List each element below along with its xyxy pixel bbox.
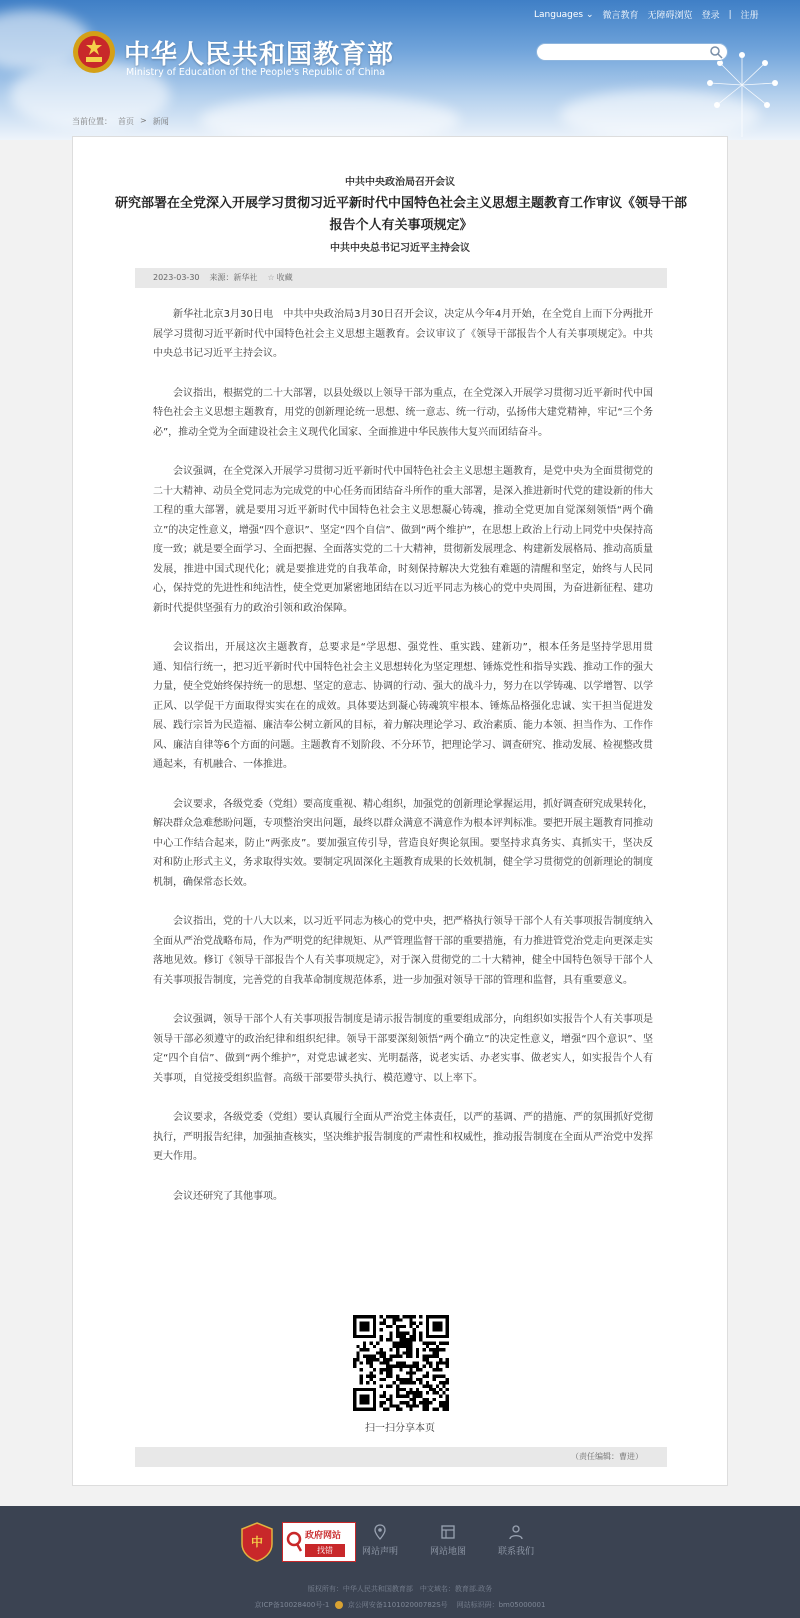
breadcrumb-label: 当前位置： bbox=[72, 117, 112, 126]
find-error-label: 找错 bbox=[305, 1544, 345, 1557]
breadcrumb-separator: > bbox=[140, 116, 147, 125]
article-paragraph: 会议要求，各级党委（党组）要高度重视、精心组织，加强党的创新理论掌握运用，抓好调查研究成果转化，解决群众急难愁盼问题，专项整治突出问题，最终以群众满意不满意作为根本评判标准。要把开展主题教育同推动中心工作结合起来，防止“两张皮”。要加强宣传引导，营造良好舆论氛围。要坚持求真务实、真抓实干，坚决反对和防止形式主义，务求取得实效。要制定巩固深化主题教育成果的长效机制，健全学习贯彻党的创新理论的制度机制，确保常态长效。 bbox=[153, 798, 653, 888]
magnifier-icon bbox=[286, 1531, 302, 1553]
article-source: 来源：新华社 bbox=[209, 273, 258, 282]
article-date: 2023-03-30 bbox=[153, 273, 200, 282]
login-link[interactable]: 登录 bbox=[701, 11, 720, 21]
article-paragraph: 会议要求，各级党委（党组）要认真履行全面从严治党主体责任，以严的基调、严的措施、严的氛围抓好党彻执行，严明报告纪律，加强抽查核实，坚决维护报告制度的严肃性和权威性，推动报告制度在全面从严治党中发挥更大作用。 bbox=[153, 1112, 653, 1162]
qr-caption: 扫一扫分享本页 bbox=[365, 1423, 435, 1434]
site-footer bbox=[0, 1506, 800, 1618]
star-icon: ☆ bbox=[267, 273, 275, 282]
user-icon bbox=[508, 1524, 524, 1540]
accessible-link[interactable]: 无障碍浏览 bbox=[647, 11, 693, 21]
site-code: 网站标识码：bm05000001 bbox=[456, 1601, 546, 1609]
search-input[interactable] bbox=[536, 43, 728, 61]
national-emblem-icon bbox=[72, 30, 116, 74]
article-meta bbox=[135, 268, 667, 288]
copyright-text: 版权所有：中华人民共和国教育部 中文域名：教育部.政务 bbox=[307, 1585, 493, 1593]
article-paragraph: 会议强调，在全党深入开展学习贯彻习近平新时代中国特色社会主义思想主题教育，是党中央为全面贯彻党的二十大精神、动员全党同志为完成党的中心任务而团结奋斗所作的重大部署，是深入推进新时代党的建设新的伟大工程的重大部署，就是要用习近平新时代中国特色社会主义思想凝心铸魂，推动全党更加自觉深刻领悟“两个确立”的决定性意义，增强“四个意识”、坚定“四个自信”、做到“两个维护”，在思想上政治上行动上同党中央保持高度一致；就是要全面学习、全面把握、全面落实党的二十大精神，贯彻新发展理念、构建新发展格局、推动高质量发展，推进中国式现代化；就是要推进党的自我革命，时刻保持解决大党独有难题的清醒和坚定，始终与人民同心，保持党的先进性和纯洁性，使全党更加紧密地团结在以习近平同志为核心的党中央周围，为奋进新征程、建功新时代提供坚强有力的政治引领和政治保障。 bbox=[153, 466, 653, 614]
article-paragraph: 会议指出，党的十八大以来，以习近平同志为核心的党中央，把严格执行领导干部个人有关事项报告制度纳入全面从严治党战略布局，作为严明党的纪律规矩、从严管理监督干部的重要措施，有力推进管党治党走向更深走实落地见效。修订《领导干部报告个人有关事项规定》，对于深入贯彻党的二十大精神，健全中国特色领导干部个人有关事项报告制度，完善党的自我革命制度规范体系，进一步加强对领导干部的管理和监督，具有重要意义。 bbox=[153, 916, 653, 986]
search-icon[interactable] bbox=[709, 45, 723, 59]
license-line bbox=[0, 1600, 800, 1610]
gov-site-error-report[interactable] bbox=[282, 1522, 356, 1562]
icp-link[interactable]: 京ICP备10028400号-1 bbox=[254, 1601, 330, 1609]
police-record-link[interactable]: 京公网安备110102000782S号 bbox=[347, 1601, 448, 1609]
article-body bbox=[153, 305, 653, 1226]
share-qr-code bbox=[353, 1315, 449, 1411]
article-paragraph: 会议指出，根据党的二十大部署，以县处级以上领导干部为重点，在全党深入开展学习贯彻习近平新时代中国特色社会主义思想主题教育，用党的创新理论统一思想、统一意志、统一行动，弘扬伟大建党精神，牢记“三个务必”，推动全党为全面建设社会主义现代化国家、全面推进中华民族伟大复兴而团结奋斗。 bbox=[153, 387, 653, 438]
register-link[interactable]: 注册 bbox=[740, 11, 759, 21]
article-supertitle: 中共中央政治局召开会议 bbox=[345, 177, 455, 188]
location-pin-icon bbox=[372, 1524, 388, 1540]
breadcrumb-news[interactable]: 新闻 bbox=[152, 117, 169, 126]
favorite-button[interactable]: ☆ 收藏 bbox=[267, 273, 293, 282]
police-badge-icon bbox=[335, 1601, 343, 1609]
gov-site-label: 政府网站 bbox=[305, 1531, 342, 1541]
article-paragraph: 会议强调，领导干部个人有关事项报告制度是请示报告制度的重要组成部分，向组织如实报告个人有关事项是领导干部必须遵守的政治纪律和组织纪律。领导干部要深刻领悟“两个确立”的决定性意义，增强“四个意识”、坚定“四个自信”、做到“两个维护”，对党忠诚老实、光明磊落，说老实话、办老实事、做老实人，如实报告个人有关事项，自觉接受组织监督。高级干部要带头执行、模范遵守、以上率下。 bbox=[153, 1014, 653, 1084]
site-statement-link[interactable]: 网站声明 bbox=[350, 1524, 410, 1557]
article-paragraph: 新华社北京3月30日电 中共中央政治局3月30日召开会议，决定从今年4月开始，在全党自上而下分两批开展学习贯彻习近平新时代中国特色社会主义思想主题教育。会议审议了《领导干部报告个人有关事项规定》。中共中央总书记习近平主持会议。 bbox=[153, 309, 653, 359]
breadcrumb-home[interactable]: 首页 bbox=[118, 117, 134, 126]
party-government-badge-icon[interactable] bbox=[240, 1522, 274, 1562]
article-paragraph: 会议还研究了其他事项。 bbox=[173, 1190, 283, 1202]
article-subtitle: 中共中央总书记习近平主持会议 bbox=[330, 243, 470, 254]
site-map-icon bbox=[440, 1524, 456, 1540]
article-title: 研究部署在全党深入开展学习贯彻习近平新时代中国特色社会主义思想主题教育工作审议《领导干部报告个人有关事项规定》 bbox=[114, 196, 687, 233]
site-title[interactable]: 中华人民共和国教育部 bbox=[124, 40, 395, 70]
chevron-down-icon: ⌄ bbox=[585, 9, 594, 20]
article-panel bbox=[72, 136, 728, 1486]
languages-menu[interactable]: Languages ⌄ bbox=[534, 9, 594, 20]
weixin-link[interactable]: 微言教育 bbox=[602, 11, 639, 21]
site-subtitle: Ministry of Education of the People's Republic of China bbox=[126, 67, 386, 78]
site-map-link[interactable]: 网站地图 bbox=[418, 1524, 478, 1557]
nav-divider: | bbox=[728, 9, 732, 20]
article-paragraph: 会议指出，开展这次主题教育，总要求是“学思想、强党性、重实践、建新功”，根本任务是坚持学思用贯通、知信行统一，把习近平新时代中国特色社会主义思想转化为坚定理想、锤炼党性和指导实践、推动工作的强大力量，使全党始终保持统一的思想、坚定的意志、协调的行动、强大的战斗力，努力在以学铸魂、以学增智、以学正风、以学促干方面取得实实在在的成效。具体要达到凝心铸魂筑牢根本、锤炼品格强化忠诚、实干担当促进发展、践行宗旨为民造福、廉洁奉公树立新风的目标，着力解决理论学习、政治素质、能力本领、担当作为、工作作风、廉洁自律等6个方面的问题。主题教育不划阶段、不分环节，把理论学习、调查研究、推动发展、检视整改贯通起来，有机融合、一体推进。 bbox=[153, 642, 653, 770]
responsible-editor: （责任编辑：曹进） bbox=[135, 1447, 667, 1467]
site-header bbox=[0, 0, 800, 140]
cloud-decoration bbox=[200, 95, 460, 140]
svg-text:中: 中 bbox=[250, 1535, 264, 1549]
breadcrumb bbox=[72, 116, 169, 127]
top-nav bbox=[534, 8, 759, 21]
contact-us-link[interactable]: 联系我们 bbox=[486, 1524, 546, 1557]
